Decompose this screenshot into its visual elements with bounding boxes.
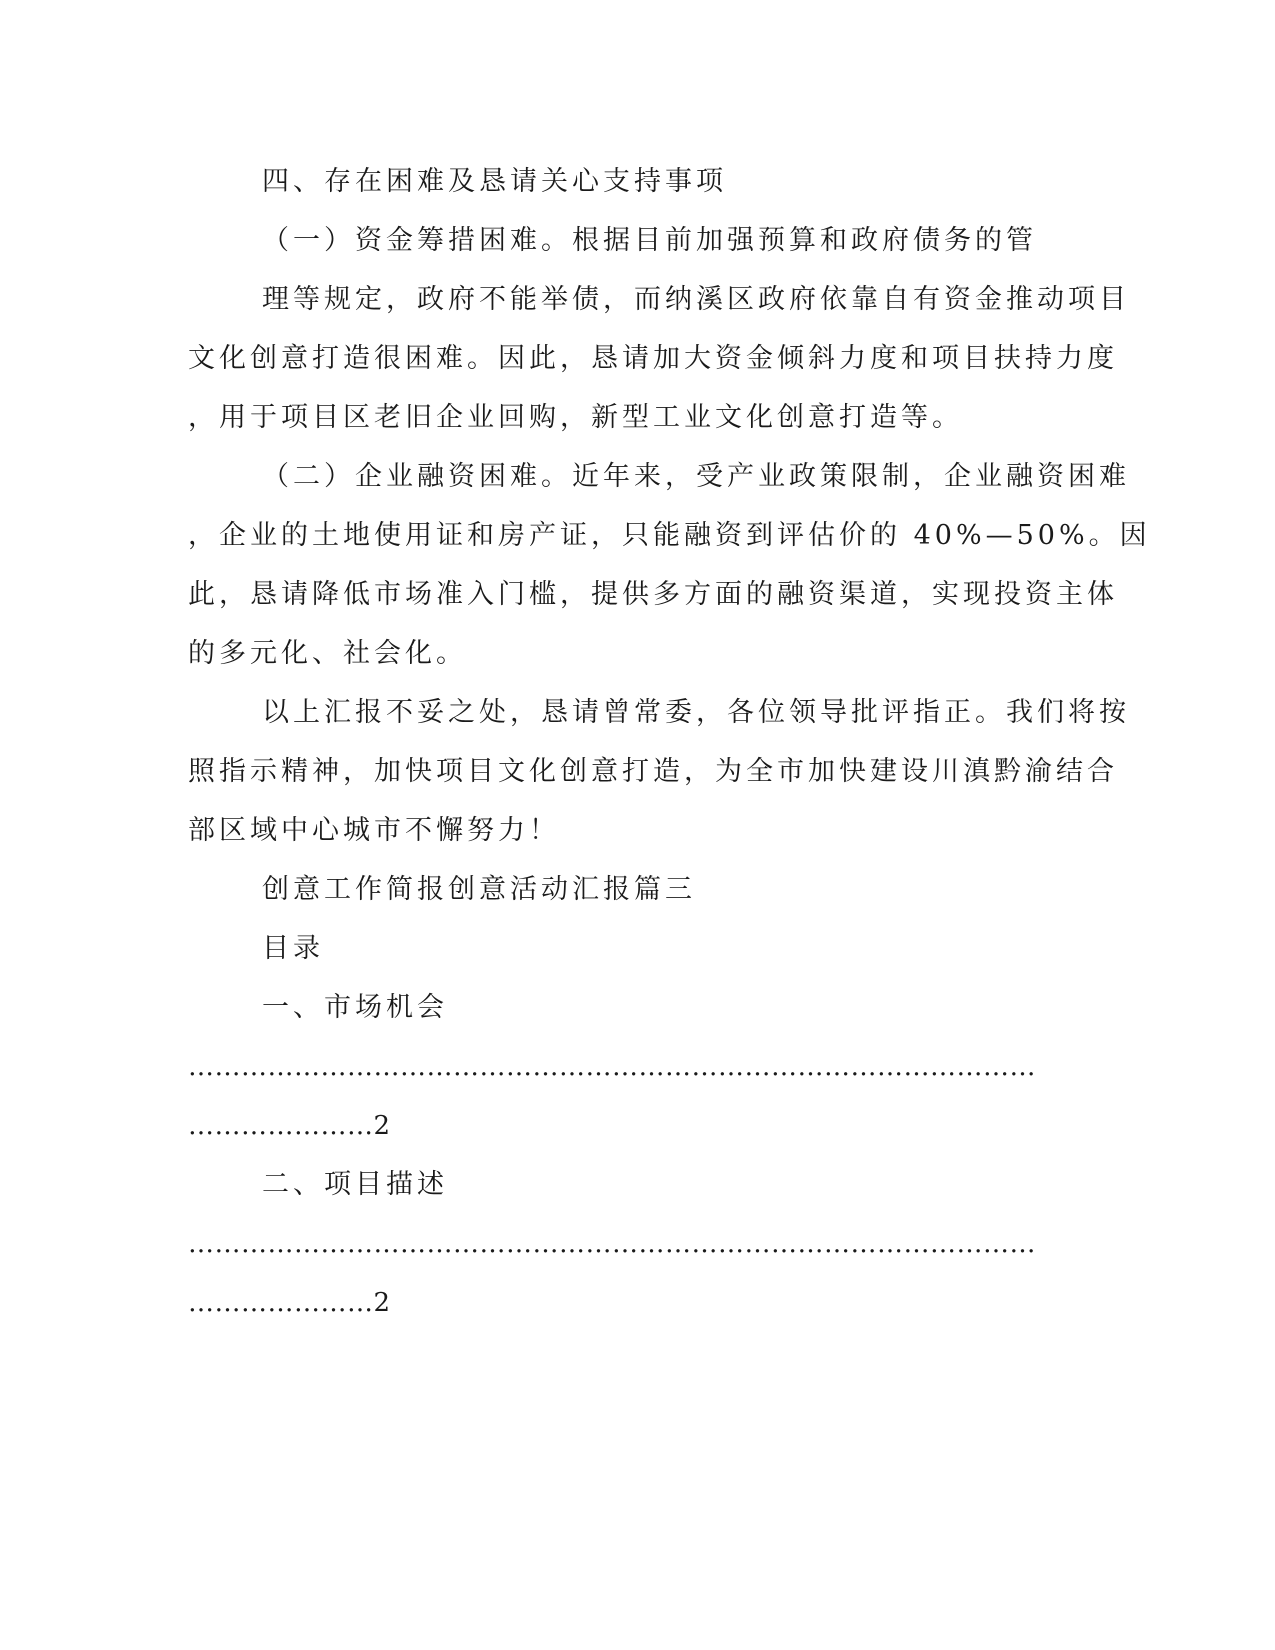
paragraph-line: ，企业的土地使用证和房产证，只能融资到评估价的 40%—50%。因	[188, 520, 1151, 551]
toc-page-number: …………………2	[188, 1111, 391, 1141]
paragraph-line: 的多元化、社会化。	[188, 638, 467, 669]
paragraph-line: 理等规定，政府不能举债，而纳溪区政府依靠自有资金推动项目	[262, 284, 1130, 315]
paragraph-line: 以上汇报不妥之处，恳请曾常委，各位领导批评指正。我们将按	[262, 697, 1130, 728]
paragraph-line: ，用于项目区老旧企业回购，新型工业文化创意打造等。	[188, 402, 963, 433]
toc-page-number: …………………2	[188, 1288, 391, 1318]
paragraph-line: 照指示精神，加快项目文化创意打造，为全市加快建设川滇黔渝结合	[188, 756, 1118, 787]
paragraph-line: 部区域中心城市不懈努力！	[188, 815, 560, 846]
toc-entry-title: 二、项目描述	[262, 1169, 448, 1200]
section-heading: 四、存在困难及恳请关心支持事项	[262, 166, 727, 197]
paragraph-line: （二）企业融资困难。近年来，受产业政策限制，企业融资困难	[262, 461, 1130, 492]
toc-leader-dots: ……………………………………………………………………………………	[188, 1052, 1036, 1082]
toc-leader-dots: ……………………………………………………………………………………	[188, 1229, 1036, 1259]
paragraph-line: （一）资金筹措困难。根据目前加强预算和政府债务的管	[262, 225, 1037, 256]
paragraph-line: 文化创意打造很困难。因此，恳请加大资金倾斜力度和项目扶持力度	[188, 343, 1118, 374]
toc-entry-title: 一、市场机会	[262, 992, 448, 1023]
toc-heading: 目录	[262, 933, 324, 964]
section-title: 创意工作简报创意活动汇报篇三	[262, 874, 696, 905]
paragraph-line: 此，恳请降低市场准入门槛，提供多方面的融资渠道，实现投资主体	[188, 579, 1118, 610]
